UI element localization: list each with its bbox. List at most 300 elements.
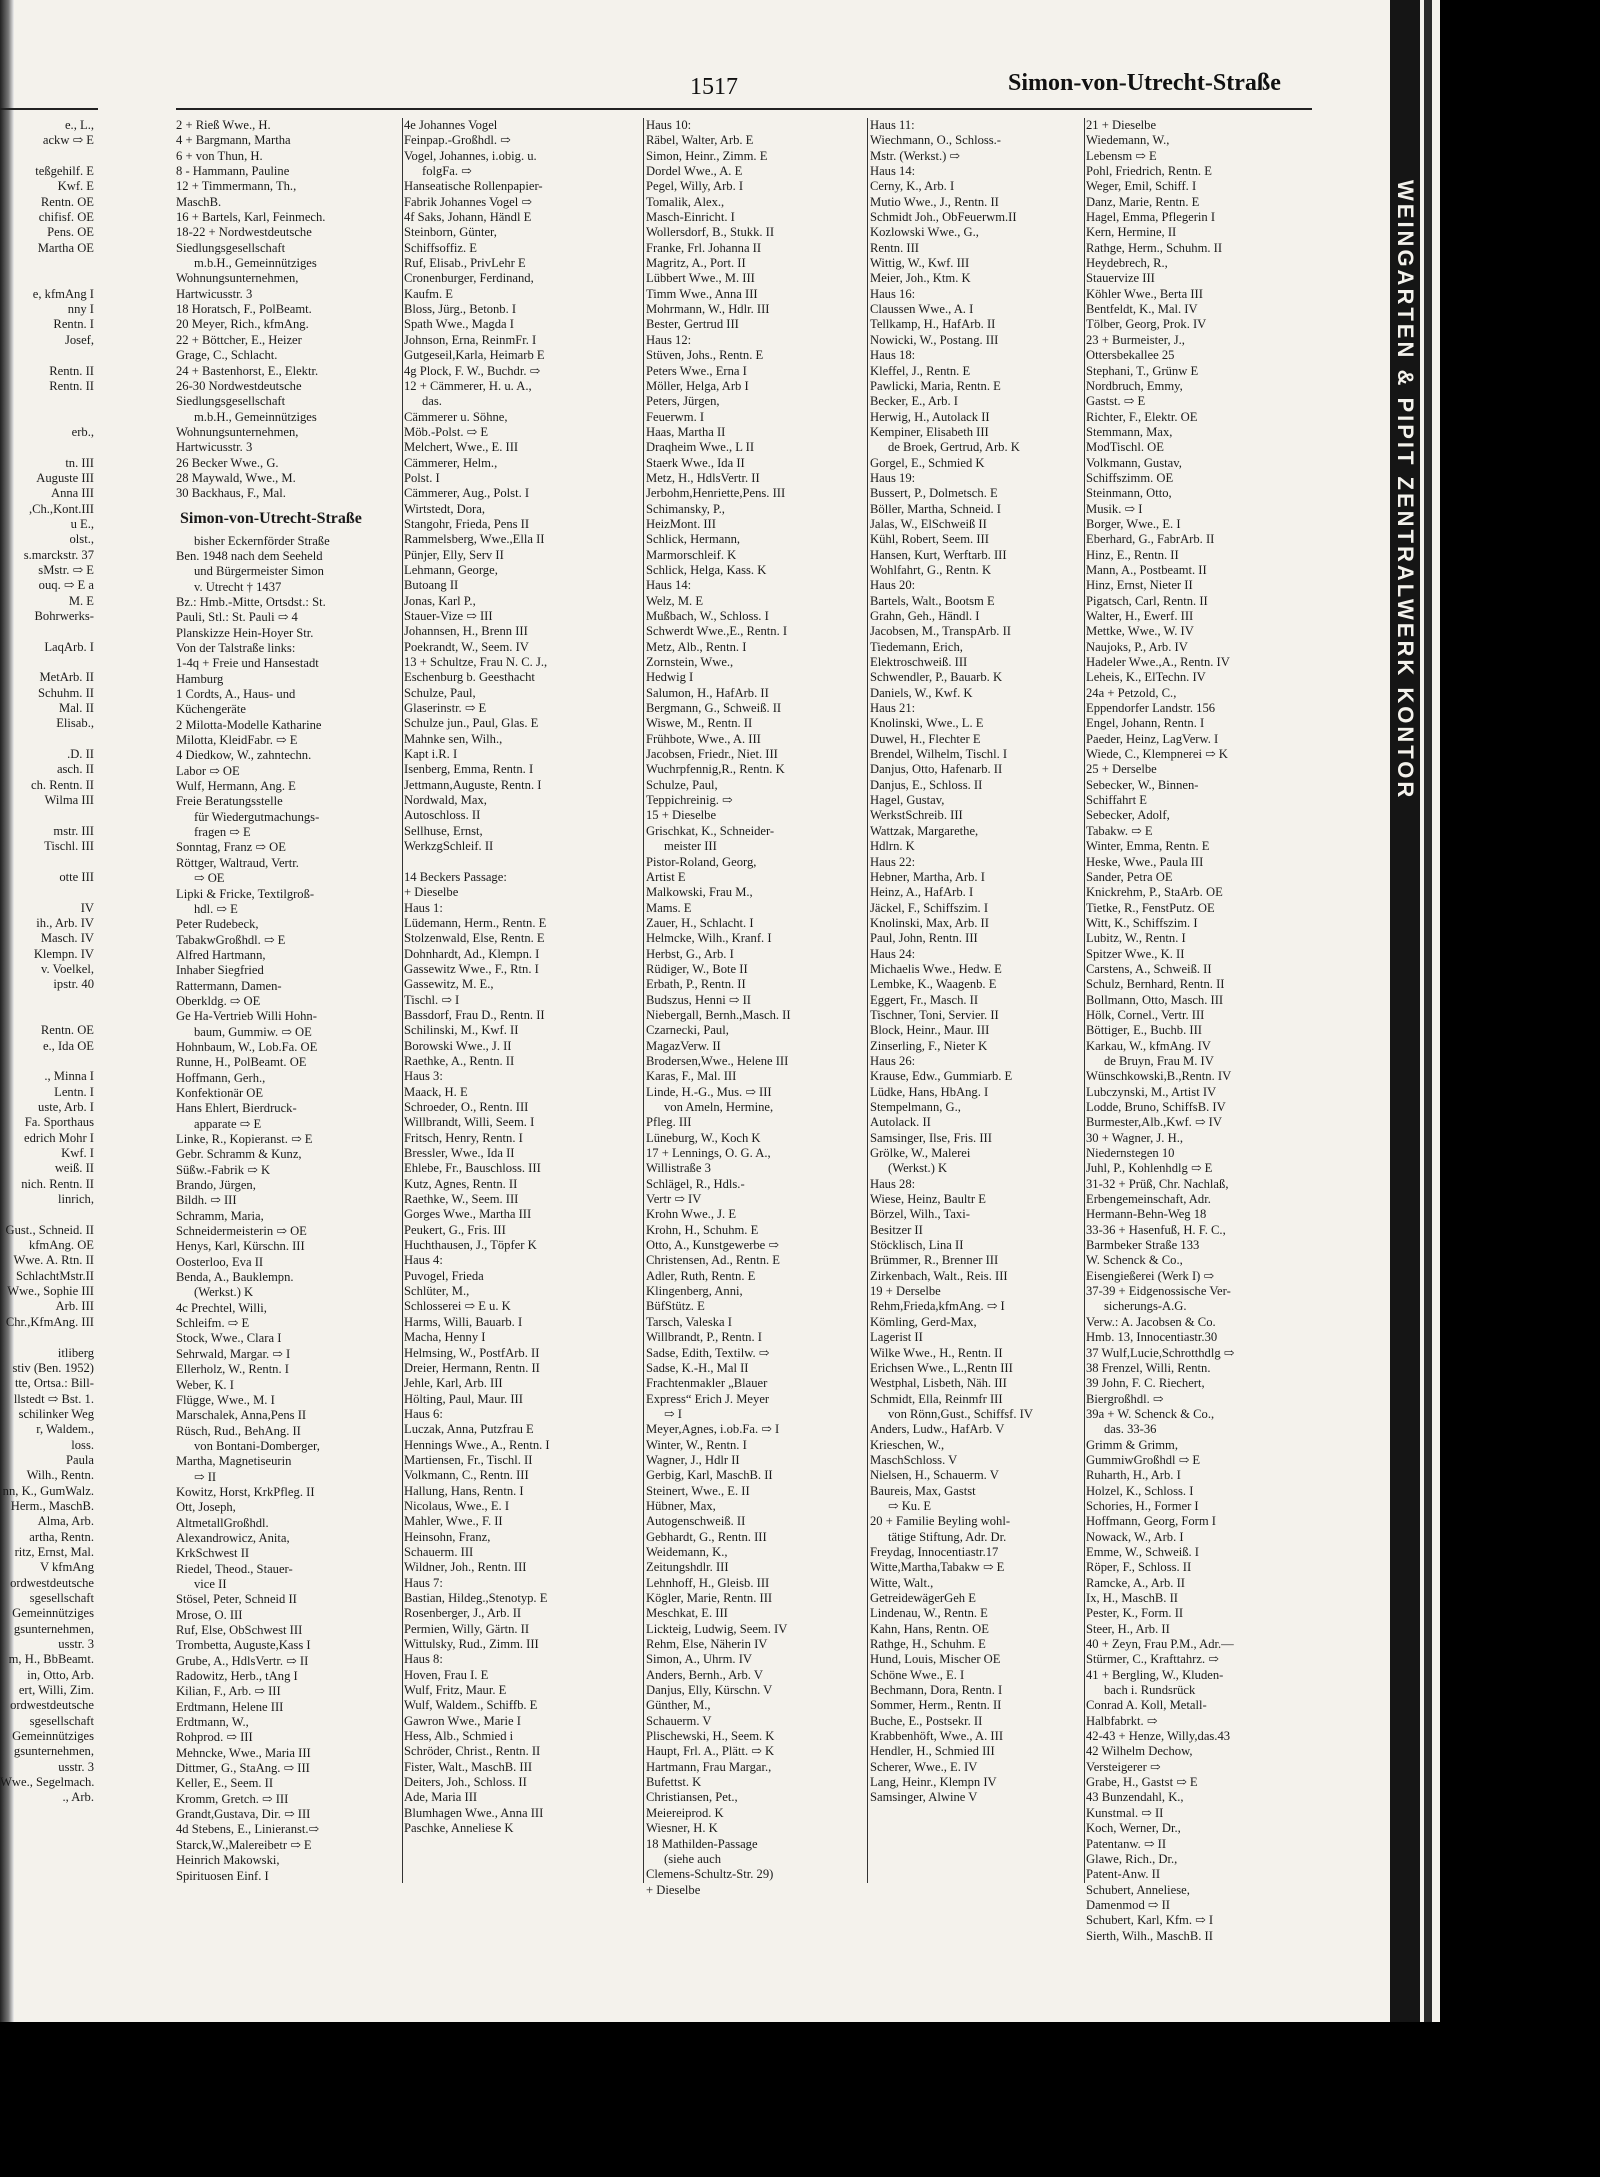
directory-entry: 13 + Schultze, Frau N. C. J.,: [404, 655, 548, 670]
directory-entry: Ge Ha-Vertrieb Willi Hohn-: [176, 1009, 317, 1024]
directory-entry: meister III: [664, 839, 717, 854]
directory-entry: Gutgeseil,Karla, Heimarb E: [404, 348, 545, 363]
directory-entry: Pester, K., Form. II: [1086, 1606, 1184, 1621]
directory-entry: Engel, Johann, Rentn. I: [1086, 716, 1205, 731]
directory-entry: das. 33-36: [1104, 1422, 1157, 1437]
directory-entry: Jacobsen, M., TranspArb. II: [870, 624, 1011, 639]
directory-entry: Wiechmann, O., Schloss.-: [870, 133, 1002, 148]
directory-entry: Mann, A., Postbeamt. II: [1086, 562, 1207, 577]
directory-entry: Mrose, O. III: [176, 1607, 243, 1622]
directory-entry: 4c Prechtel, Willi,: [176, 1300, 267, 1315]
directory-entry: Metz, H., HdlsVertr. II: [646, 470, 760, 485]
directory-entry: 26-30 Nordwestdeutsche: [176, 378, 302, 393]
directory-entry: Express“ Erich J. Meyer: [646, 1391, 770, 1406]
directory-entry: Kozlowski Wwe., G.,: [870, 225, 979, 240]
directory-entry: Harms, Willi, Bauarb. I: [404, 1314, 523, 1329]
directory-entry: Krohn Wwe., J. E: [646, 1207, 737, 1222]
directory-entry: Melchert, Wwe., E. III: [404, 440, 519, 455]
directory-entry: Michaelis Wwe., Hedw. E: [870, 961, 1002, 976]
directory-entry: Wiedemann, W.,: [1086, 133, 1170, 148]
directory-entry: Heinz, A., HafArb. I: [870, 885, 974, 900]
directory-entry: Kern, Hermine, II: [1086, 225, 1177, 240]
directory-entry: Welz, M. E: [646, 593, 704, 608]
directory-entry: Halbfabrkt. ⇨: [1086, 1713, 1158, 1728]
directory-entry: .D. II: [67, 747, 94, 762]
directory-entry: Schlick, Hermann,: [646, 532, 741, 547]
directory-entry: Erdtmann, Helene III: [176, 1699, 284, 1714]
directory-entry: MetArb. II: [39, 670, 94, 685]
directory-entry: e., L.,: [64, 118, 94, 132]
directory-entry: Nordwald, Max,: [404, 793, 487, 808]
directory-entry: Lang, Heinr., Klempn IV: [870, 1775, 997, 1790]
directory-entry: Paeder, Heinz, LagVerw. I: [1086, 731, 1219, 746]
directory-entry: KrkSchwest II: [176, 1546, 250, 1561]
directory-entry: Deiters, Joh., Schloss. II: [404, 1775, 527, 1790]
directory-entry: 43 Bunzendahl, K.,: [1086, 1790, 1184, 1805]
directory-entry: Kunstmal. ⇨ II: [1086, 1805, 1164, 1820]
directory-entry: Räbel, Walter, Arb. E: [646, 133, 754, 148]
directory-entry: Hartwicusstr. 3: [176, 440, 253, 455]
directory-entry: Sehrwald, Margar. ⇨ I: [176, 1346, 291, 1361]
directory-entry: Kutz, Agnes, Rentn. II: [404, 1176, 518, 1191]
directory-entry: Brando, Jürgen,: [176, 1178, 256, 1193]
directory-entry: Eisengießerei (Werk I) ⇨: [1086, 1268, 1215, 1283]
directory-entry: olst.,: [69, 532, 94, 547]
directory-entry: 2 + Rieß Wwe., H.: [176, 118, 271, 132]
directory-entry: Naujoks, P., Arb. IV: [1086, 639, 1188, 654]
directory-entry: Steer, H., Arb. II: [1086, 1621, 1170, 1636]
directory-entry: Oberkldg. ⇨ OE: [176, 993, 261, 1008]
directory-entry: Gorges Wwe., Martha III: [404, 1207, 532, 1222]
directory-entry: Isenberg, Emma, Rentn. I: [404, 762, 534, 777]
directory-entry: Lodde, Bruno, SchiffsB. IV: [1086, 1100, 1226, 1114]
directory-entry: Ehlebe, Fr., Bauschloss. III: [404, 1161, 541, 1176]
directory-entry: Schulz, Bernhard, Rentn. II: [1086, 977, 1225, 992]
directory-entry: Draqheim Wwe., L II: [646, 440, 755, 455]
directory-entry: Christensen, Ad., Rentn. E: [646, 1253, 780, 1268]
directory-entry: Lüneburg, W., Koch K: [646, 1130, 761, 1145]
directory-entry: Sebecker, W., Binnen-: [1086, 777, 1199, 792]
directory-entry: Glawe, Rich., Dr.,: [1086, 1851, 1178, 1866]
directory-entry: Labor ⇨ OE: [176, 763, 240, 778]
directory-entry: Witt, K., Schiffszim. I: [1086, 915, 1198, 930]
directory-entry: Borger, Wwe., E. I: [1086, 516, 1181, 531]
directory-entry: teßgehilf. E: [35, 164, 94, 179]
directory-entry: Haus 22:: [870, 854, 916, 869]
directory-entry: Hagel, Gustav,: [870, 793, 945, 808]
directory-entry: [0, 410, 98, 425]
directory-entry: Kögler, Marie, Rentn. III: [646, 1591, 773, 1605]
directory-entry: Mal. II: [59, 701, 94, 716]
directory-entry: Hans Ehlert, Bierdruck-: [176, 1101, 297, 1116]
directory-entry: Lindenau, W., Rentn. E: [870, 1606, 988, 1621]
directory-entry: GummiwGroßhdl ⇨ E: [1086, 1452, 1201, 1467]
directory-entry: Wuchrpfennig,R., Rentn. K: [646, 762, 785, 777]
directory-entry: ert, Willi, Zim.: [18, 1683, 94, 1698]
directory-entry: in, Otto, Arb.: [27, 1667, 94, 1682]
directory-entry: Bufettst. K: [646, 1775, 702, 1790]
directory-entry: Krause, Edw., Gummiarb. E: [870, 1069, 1013, 1084]
directory-entry: Witte, Walt.,: [870, 1575, 934, 1590]
directory-entry: artha, Rentn.: [29, 1529, 94, 1544]
directory-entry: Stürmer, C., Krafttahrz. ⇨: [1086, 1652, 1219, 1667]
directory-entry: ⇨ II: [194, 1469, 217, 1484]
directory-entry: Danz, Marie, Rentn. E: [1086, 194, 1200, 209]
directory-entry: bisher Eckernförder Straße: [194, 533, 330, 548]
directory-entry: Patent-Anw. II: [1086, 1867, 1161, 1882]
directory-entry: Hamburg: [176, 671, 224, 686]
directory-entry: Hennings Wwe., A., Rentn. I: [404, 1437, 550, 1452]
directory-entry: Kaufm. E: [404, 286, 453, 301]
directory-entry: Sander, Petra OE: [1086, 869, 1173, 884]
directory-entry: Wilh., Rentn.: [26, 1468, 94, 1483]
directory-entry: ⇨ I: [664, 1406, 682, 1421]
directory-entry: Köhler Wwe., Berta III: [1086, 286, 1203, 301]
directory-entry: Kühl, Robert, Seem. III: [870, 532, 989, 547]
directory-entry: e, kfmAng I: [32, 286, 94, 301]
directory-entry: Sonntag, Franz ⇨ OE: [176, 840, 286, 855]
directory-entry: Metz, Alb., Rentn. I: [646, 639, 747, 654]
directory-entry: Schwendler, P., Bauarb. K: [870, 670, 1003, 685]
directory-entry: V kfmAng: [40, 1560, 94, 1575]
directory-entry: Lagerist II: [870, 1330, 923, 1345]
directory-entry: Niedernstegen 10: [1086, 1146, 1175, 1161]
directory-entry: Zauer, H., Schlacht. I: [646, 915, 754, 930]
directory-entry: Kilian, F., Arb. ⇨ III: [176, 1684, 281, 1699]
directory-entry: [0, 149, 98, 164]
directory-entry: Vertr ⇨ IV: [646, 1192, 702, 1207]
directory-entry: MagazVerw. II: [646, 1038, 721, 1053]
directory-entry: Schulze, Paul,: [404, 685, 476, 700]
directory-entry: Bartels, Walt., Bootsm E: [870, 593, 995, 608]
directory-entry: Ix, H., MaschB. II: [1086, 1591, 1178, 1605]
directory-entry: Haus 11:: [870, 118, 915, 132]
directory-entry: ⇨ Ku. E: [888, 1498, 932, 1513]
directory-entry: tte, Ortsa.: Bill-: [14, 1376, 94, 1391]
directory-entry: kfmAng. OE: [28, 1238, 94, 1253]
directory-entry: Kahn, Hans, Rentn. OE: [870, 1621, 989, 1636]
directory-entry: Paschke, Anneliese K: [404, 1821, 514, 1836]
directory-entry: 37 Wulf,Lucie,Schrotthdlg ⇨: [1086, 1345, 1235, 1360]
directory-entry: Huchthausen, J., Töpfer K: [404, 1238, 537, 1253]
directory-entry: MaschB.: [176, 194, 222, 209]
directory-entry: Haus 16:: [870, 286, 916, 301]
directory-entry: [0, 855, 98, 870]
directory-entry: Staerk Wwe., Ida II: [646, 455, 745, 470]
directory-entry: und Bürgermeister Simon: [194, 564, 324, 579]
directory-entry: Franke, Frl. Johanna II: [646, 240, 762, 255]
directory-entry: Schmidt Joh., ObFeuerwm.II: [870, 210, 1017, 225]
directory-entry: stiv (Ben. 1952): [12, 1360, 94, 1375]
directory-entry: Gastst. ⇨ E: [1086, 394, 1146, 409]
directory-entry: Lubczynski, M., Artist IV: [1086, 1084, 1217, 1099]
directory-entry: Gassewitz, M. E.,: [404, 977, 494, 992]
directory-entry: Weger, Emil, Schiff. I: [1086, 179, 1197, 194]
text-column: [646, 118, 864, 1898]
directory-entry: Nowicki, W., Postang. III: [870, 332, 999, 347]
directory-entry: loss.: [71, 1437, 94, 1452]
directory-entry: Siedlungsgesellschaft: [176, 240, 286, 255]
right-edge-strip: [1388, 0, 1440, 2022]
directory-entry: Hmb. 13, Innocentiastr.30: [1086, 1330, 1218, 1345]
directory-entry: Kapt i.R. I: [404, 747, 458, 762]
directory-entry: Gebr. Schramm & Kunz,: [176, 1147, 302, 1162]
directory-entry: BüfStütz. E: [646, 1299, 705, 1314]
directory-entry: Eschenburg b. Geesthacht: [404, 670, 535, 685]
directory-entry: Schwerdt Wwe.,E., Rentn. I: [646, 624, 788, 639]
directory-entry: Inhaber Siegfried: [176, 963, 264, 978]
directory-entry: Linde, H.-G., Mus. ⇨ III: [646, 1084, 772, 1099]
directory-entry: apparate ⇨ E: [194, 1116, 262, 1131]
header-rule: [176, 108, 1312, 110]
directory-entry: [0, 885, 98, 900]
text-column: [0, 118, 98, 1806]
directory-entry: Meier, Joh., Ktm. K: [870, 271, 971, 286]
directory-entry: Schauerm. III: [404, 1544, 474, 1559]
directory-entry: [0, 808, 98, 823]
directory-entry: Grabe, H., Gastst ⇨ E: [1086, 1775, 1198, 1790]
directory-entry: Butoang II: [404, 578, 459, 593]
directory-entry: Mettke, Wwe., W. IV: [1086, 624, 1194, 639]
directory-entry: Johnson, Erna, ReinmFr. I: [404, 332, 537, 347]
directory-entry: Stock, Wwe., Clara I: [176, 1331, 282, 1346]
directory-entry: Rosenberger, J., Arb. II: [404, 1606, 522, 1621]
directory-entry: Rentn. OE: [40, 1023, 94, 1038]
directory-entry: ouq. ⇨ E a: [38, 578, 94, 593]
directory-entry: Bohrwerks-: [34, 609, 94, 623]
directory-entry: Verw.: A. Jacobsen & Co.: [1086, 1314, 1216, 1329]
directory-entry: Peters Wwe., Erna I: [646, 363, 747, 378]
directory-entry: Schröder, Christ., Rentn. II: [404, 1744, 541, 1759]
directory-entry: Stauer-Vize ⇨ III: [404, 609, 493, 623]
directory-entry: Runne, H., PolBeamt. OE: [176, 1055, 307, 1070]
directory-entry: [0, 1207, 98, 1222]
directory-entry: 42-43 + Henze, Willy,das.43: [1086, 1729, 1231, 1744]
directory-entry: Bildh. ⇨ III: [176, 1193, 237, 1208]
directory-entry: Hölting, Paul, Maur. III: [404, 1391, 523, 1406]
directory-entry: Mohrmann, W., Hdlr. III: [646, 302, 770, 317]
directory-entry: Hebner, Martha, Arb. I: [870, 869, 985, 884]
directory-entry: + Dieselbe: [646, 1882, 701, 1897]
directory-entry: v. Voelkel,: [41, 961, 94, 976]
directory-entry: Starck,W.,Malereibetr ⇨ E: [176, 1837, 312, 1852]
directory-entry: Macha, Henny I: [404, 1330, 486, 1345]
directory-entry: Wulf, Hermann, Ang. E: [176, 779, 296, 794]
directory-entry: s.marckstr. 37: [23, 547, 94, 562]
directory-entry: [0, 1330, 98, 1345]
directory-entry: Luczak, Anna, Putzfrau E: [404, 1422, 534, 1437]
directory-entry: Richter, F., Elektr. OE: [1086, 409, 1198, 424]
directory-entry: Witte,Martha,Tabakw ⇨ E: [870, 1560, 1005, 1575]
directory-entry: Erbath, P., Rentn. II: [646, 977, 746, 992]
directory-entry: Krieschen, W.,: [870, 1437, 945, 1452]
directory-entry: Ruf, Elisab., PrivLehr E: [404, 256, 526, 271]
page-title: Simon-von-Utrecht-Straße: [1008, 70, 1281, 96]
directory-entry: 39 John, F. C. Riechert,: [1086, 1376, 1205, 1391]
directory-entry: Puvogel, Frieda: [404, 1268, 484, 1283]
directory-entry: Blumhagen Wwe., Anna III: [404, 1805, 544, 1820]
directory-entry: Haas, Martha II: [646, 424, 726, 439]
directory-entry: Bassdorf, Frau D., Rentn. II: [404, 1007, 545, 1022]
directory-entry: Weber, K. I: [176, 1377, 234, 1392]
directory-entry: ackw ⇨ E: [42, 133, 94, 148]
directory-entry: Wattzak, Margarethe,: [870, 823, 979, 838]
directory-entry: Hoven, Frau I. E: [404, 1667, 489, 1682]
directory-entry: Hartwicusstr. 3: [176, 286, 253, 301]
directory-entry: Hallung, Hans, Rentn. I: [404, 1483, 524, 1498]
directory-entry: Nicolaus, Wwe., E. I: [404, 1498, 510, 1513]
directory-entry: [0, 655, 98, 670]
directory-entry: Grimm & Grimm,: [1086, 1437, 1178, 1452]
directory-entry: Johannsen, H., Brenn III: [404, 624, 528, 639]
directory-entry: Wollersdorf, B., Stukk. II: [646, 225, 775, 240]
directory-entry: 18 Horatsch, F., PolBeamt.: [176, 302, 312, 317]
directory-entry: Bussert, P., Dolmetsch. E: [870, 486, 998, 501]
directory-entry: Peter Rudebeck,: [176, 917, 259, 932]
directory-entry: LaqArb. I: [44, 639, 94, 654]
directory-entry: 17 + Lennings, O. G. A.,: [646, 1146, 771, 1161]
directory-entry: Carstens, A., Schweiß. II: [1086, 961, 1212, 976]
directory-entry: Juhl, P., Kohlenhdlg ⇨ E: [1086, 1161, 1213, 1176]
directory-entry: Meschkat, E. III: [646, 1606, 728, 1621]
directory-entry: Stempelmann, G.,: [870, 1100, 961, 1114]
directory-entry: itliberg: [57, 1345, 94, 1360]
directory-entry: asch. II: [56, 762, 94, 777]
directory-entry: Knickrehm, P., StaArb. OE: [1086, 885, 1223, 900]
directory-entry: Haus 19:: [870, 470, 916, 485]
directory-entry: nn, K., GumWalz.: [2, 1483, 94, 1498]
directory-entry: Masch. IV: [40, 931, 94, 946]
directory-entry: bach i. Rundsrück: [1104, 1683, 1196, 1698]
directory-entry: Martha OE: [37, 240, 94, 255]
directory-entry: Schroeder, O., Rentn. III: [404, 1100, 529, 1114]
directory-entry: folgFa. ⇨: [422, 164, 472, 179]
directory-entry: Dordel Wwe., A. E: [646, 164, 743, 179]
directory-entry: 20 + Familie Beyling wohl-: [870, 1514, 1011, 1529]
directory-entry: Grahn, Geh., Händl. I: [870, 609, 980, 623]
directory-entry: Lentn. I: [54, 1084, 94, 1099]
directory-entry: Nordbruch, Emmy,: [1086, 378, 1183, 393]
directory-entry: Gassewitz Wwe., F., Rtn. I: [404, 961, 539, 976]
directory-entry: Jehle, Karl, Arb. III: [404, 1376, 503, 1391]
directory-entry: Poekrandt, W., Seem. IV: [404, 639, 529, 654]
directory-entry: ih., Arb. IV: [36, 915, 94, 930]
directory-entry: [0, 1054, 98, 1069]
directory-entry: Cämmerer, Aug., Polst. I: [404, 486, 530, 501]
directory-entry: mstr. III: [53, 823, 94, 838]
directory-entry: Schubert, Karl, Kfm. ⇨ I: [1086, 1913, 1214, 1928]
directory-entry: Mahler, Wwe., F. II: [404, 1514, 503, 1529]
directory-entry: Volkmann, C., Rentn. III: [404, 1468, 529, 1483]
directory-entry: Teppichreinig. ⇨: [646, 793, 733, 808]
directory-entry: (Werkst.) K: [888, 1161, 948, 1176]
directory-entry: Kwf. E: [57, 179, 94, 194]
directory-entry: Rathge, H., Schuhm. E: [870, 1637, 986, 1652]
directory-entry: Lehnhoff, H., Gleisb. III: [646, 1575, 770, 1590]
directory-entry: Musik. ⇨ I: [1086, 501, 1143, 516]
directory-entry: Stauervize III: [1086, 271, 1155, 286]
directory-entry: Rentn. I: [53, 317, 94, 332]
directory-entry: Feuerwm. I: [646, 409, 705, 424]
directory-entry: Ruf, Else, ObSchwest III: [176, 1623, 303, 1637]
directory-entry: Wohnungsunternehmen,: [176, 271, 299, 286]
directory-entry: de Bruyn, Frau M. IV: [1104, 1053, 1214, 1068]
directory-entry: Hund, Louis, Mischer OE: [870, 1652, 1001, 1667]
directory-entry: 4f Saks, Johann, Händl E: [404, 210, 532, 225]
directory-entry: Willistraße 3: [646, 1161, 711, 1176]
directory-entry: Schulze, Paul,: [646, 777, 718, 792]
directory-entry: SchlachtMstr.II: [16, 1268, 94, 1283]
directory-entry: 38 Frenzel, Willi, Rentn.: [1086, 1360, 1211, 1375]
directory-entry: Danjus, Otto, Hafenarb. II: [870, 762, 1003, 777]
directory-entry: Planskizze Hein-Hoyer Str.: [176, 625, 314, 640]
directory-entry: Martha, Magnetiseurin: [176, 1454, 292, 1469]
directory-entry: von Rönn,Gust., Schiffsf. IV: [888, 1406, 1033, 1421]
directory-entry: Lipki & Fricke, Textilgroß-: [176, 886, 315, 901]
directory-entry: Bollmann, Otto, Masch. III: [1086, 992, 1224, 1007]
directory-entry: Wilma III: [44, 793, 94, 808]
page-number: 1517: [690, 74, 738, 100]
directory-entry: Auguste III: [36, 470, 94, 485]
directory-entry: Borowski Wwe., J. II: [404, 1038, 512, 1053]
directory-entry: Tabakw. ⇨ E: [1086, 823, 1153, 838]
directory-entry: Haus 26:: [870, 1053, 916, 1068]
directory-entry: Wiswe, M., Rentn. II: [646, 716, 753, 731]
directory-entry: Leheis, K., ElTechn. IV: [1086, 670, 1206, 685]
directory-entry: Von der Talstraße links:: [176, 641, 296, 655]
directory-entry: TabakwGroßhdl. ⇨ E: [176, 932, 286, 947]
directory-entry: Ade, Maria III: [404, 1790, 478, 1805]
directory-entry: 28 Maywald, Wwe., M.: [176, 470, 296, 485]
directory-entry: Steinert, Wwe., E. II: [646, 1483, 750, 1498]
directory-entry: baum, Gummiw. ⇨ OE: [194, 1024, 312, 1039]
directory-entry: Paula: [66, 1452, 94, 1467]
directory-entry: Haus 6:: [404, 1406, 443, 1421]
directory-entry: sgesellschaft: [29, 1713, 94, 1728]
directory-entry: m.b.H., Gemeinnütziges: [194, 256, 317, 271]
directory-entry: Dohnhardt, Ad., Klempn. I: [404, 946, 540, 961]
directory-entry: Brendel, Wilhelm, Tischl. I: [870, 747, 1008, 762]
directory-entry: GetreidewägerGeh E: [870, 1591, 976, 1605]
directory-entry: Simon, A., Uhrm. IV: [646, 1652, 753, 1667]
directory-entry: 41 + Bergling, W., Kluden-: [1086, 1667, 1224, 1682]
directory-entry: usstr. 3: [58, 1637, 94, 1652]
directory-entry: Jalas, W., ElSchweiß II: [870, 516, 987, 531]
directory-entry: Steinborn, Günter,: [404, 225, 497, 240]
directory-entry: de Broek, Gertrud, Arb. K: [888, 440, 1020, 455]
directory-entry: Herwig, H., Autolack II: [870, 409, 990, 424]
directory-entry: Konfektionär OE: [176, 1085, 264, 1100]
directory-entry: 30 + Wagner, J. H.,: [1086, 1130, 1183, 1145]
directory-entry: Grandt,Gustava, Dir. ⇨ III: [176, 1807, 311, 1822]
directory-entry: [0, 732, 98, 747]
directory-entry: Hermann-Behn-Weg 18: [1086, 1207, 1207, 1222]
directory-entry: Jonas, Karl P.,: [404, 593, 476, 608]
directory-entry: Hendler, H., Schmied III: [870, 1744, 995, 1759]
directory-entry: Anders, Ludw., HafArb. V: [870, 1422, 1005, 1437]
directory-entry: Möller, Helga, Arb I: [646, 378, 749, 393]
directory-entry: Pawlicki, Maria, Rentn. E: [870, 378, 1001, 393]
directory-entry: Frühbote, Wwe., A. III: [646, 731, 761, 746]
directory-entry: Grage, C., Schlacht.: [176, 348, 278, 363]
directory-entry: Bergmann, G., Schweiß. II: [646, 701, 782, 716]
directory-entry: Pohl, Friedrich, Rentn. E: [1086, 164, 1212, 179]
directory-entry: llstedt ⇨ Bst. 1.: [13, 1391, 94, 1406]
directory-entry: Brümmer, R., Brenner III: [870, 1253, 999, 1268]
directory-entry: 40 + Zeyn, Frau P.M., Adr.—: [1086, 1637, 1234, 1652]
directory-entry: Raethke, W., Seem. III: [404, 1192, 519, 1207]
directory-entry: Lüdke, Hans, HbAng. I: [870, 1084, 989, 1099]
